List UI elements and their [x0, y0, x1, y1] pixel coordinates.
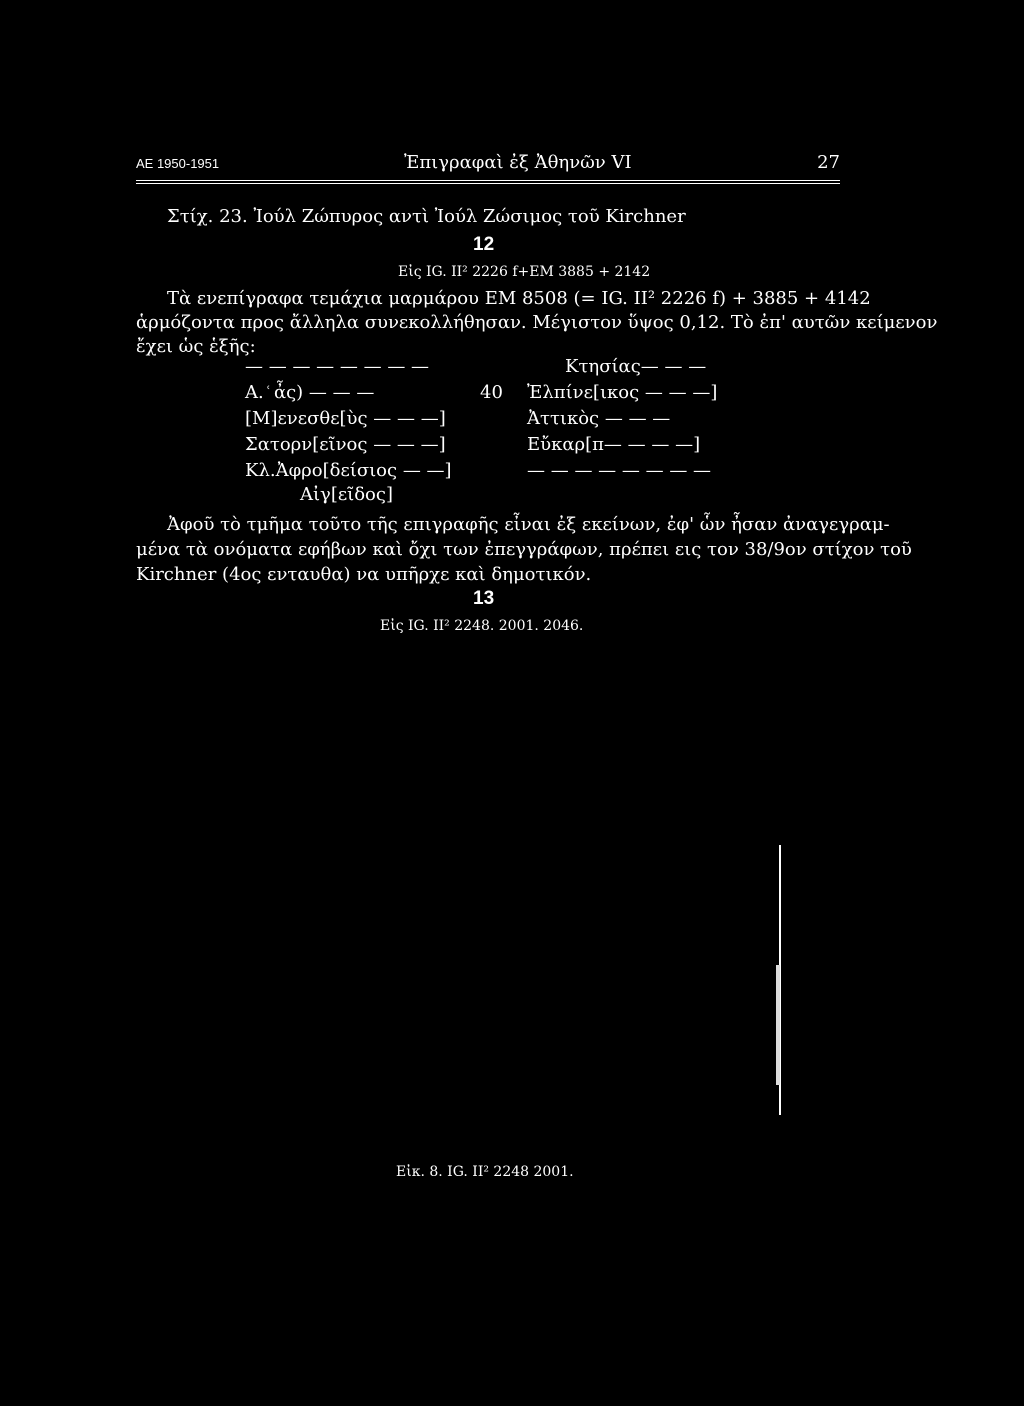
commentary-line-3: Kirchner (4ος ενταυθα) να υπῆρχε καὶ δημοτικόν. — [136, 564, 592, 585]
inscription-line-number: 40 — [480, 382, 503, 403]
inscription-right-line-4: Εὔκαρ[π— — — —] — [527, 434, 701, 455]
commentary-line-1: Ἀφοῦ τὸ τμῆμα τοῦτο τῆς επιγραφῆς εἶναι ἐξ εκείνων, ἐφ' ὧν ἦσαν ἀναγεγραμ- — [167, 514, 890, 535]
running-header — [136, 152, 840, 176]
section-12-reference: Εἰς IG. II² 2226 f+EM 3885 + 2142 — [398, 264, 651, 280]
figure-caption: Εἰκ. 8. IG. II² 2248 2001. — [396, 1164, 574, 1180]
commentary-line-2: μένα τὰ ονόματα εφήβων καὶ ὄχι των ἐπεγγράφων, πρέπει εις τον 38/9ον στίχον τοῦ — [136, 539, 912, 560]
page-number: 27 — [817, 152, 840, 173]
inscription-left-line-1: — — — — — — — — — [245, 356, 430, 377]
inscription-right-line-1: Κτησίας— — — — [565, 356, 707, 377]
inscription-photograph — [776, 845, 782, 1115]
section-number-13: 13 — [473, 588, 495, 609]
section-12-text-line-1: Τὰ ενεπίγραφα τεμάχια μαρμάρου EM 8508 (= IG. II² 2226 f) + 3885 + 4142 — [167, 288, 871, 309]
inscription-left-line-6: Αἰγ[εῖδος] — [300, 484, 393, 505]
inscription-right-line-3: Ἀττικὸς — — — — [527, 408, 671, 429]
section-number-12: 12 — [473, 234, 495, 255]
inscription-left-line-5: Κλ.Ἀφρο[δείσιος — —] — [245, 460, 452, 481]
inscription-left-line-3: [Μ]ενεσθε[ὺς — — —] — [245, 408, 446, 429]
section-12-text-line-2: ἁρμόζοντα προς ἄλληλα συνεκολλήθησαν. Μέγιστον ὕψος 0,12. Τὸ ἐπ' αυτῶν κείμενον — [136, 312, 938, 333]
inscription-right-line-2: Ἐλπίνε[ικος — — —] — [527, 382, 718, 403]
header-rule-top — [136, 180, 840, 181]
header-rule-bottom — [136, 183, 840, 184]
inscription-left-line-4: Σατορν[εῖνος — — —] — [245, 434, 446, 455]
section-13-reference: Εἰς IG. II² 2248. 2001. 2046. — [380, 618, 584, 634]
inscription-left-line-2: Α. ͑ ἆς) — — — — [245, 382, 375, 403]
header-title: Ἐπιγραφαὶ ἐξ Ἀθηνῶν VI — [404, 152, 632, 173]
inscription-right-line-5: — — — — — — — — — [527, 460, 712, 481]
section-12-text-line-3: ἔχει ὡς ἑξῆς: — [136, 336, 256, 357]
note-line-23: Στίχ. 23. Ἰούλ Ζώπυρος αντὶ Ἰούλ Ζώσιμος τοῦ Kirchner — [167, 206, 686, 227]
journal-ref: ΑΕ 1950-1951 — [136, 156, 220, 171]
